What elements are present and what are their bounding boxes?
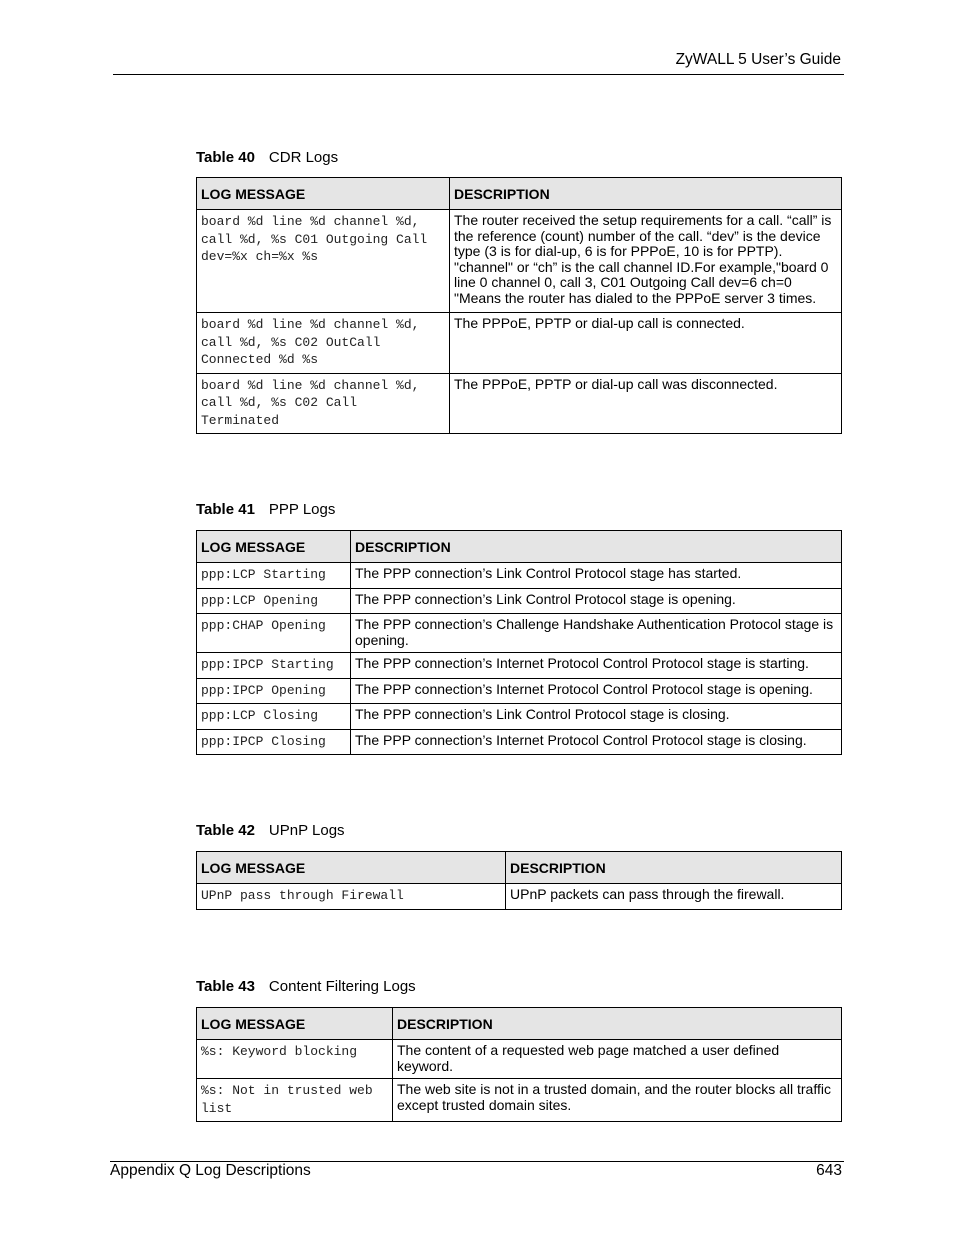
column-header-description: DESCRIPTION — [450, 178, 842, 210]
table-row — [197, 563, 842, 589]
description-cell: The PPP connection’s Internet Protocol Control Protocol stage is opening. — [351, 678, 842, 704]
table-row — [197, 588, 842, 614]
table-title: UPnP Logs — [268, 822, 345, 839]
table-row — [197, 210, 842, 313]
upnp-logs-table — [196, 851, 842, 910]
description-cell: UPnP packets can pass through the firewall. — [506, 884, 842, 910]
column-header-log-message: LOG MESSAGE — [197, 178, 450, 210]
table-row — [197, 373, 842, 434]
content-filtering-logs-table — [196, 1007, 842, 1122]
table-number: Table 41 — [196, 501, 255, 518]
header-title: ZyWALL 5 User’s Guide — [675, 51, 841, 68]
description-cell: The PPP connection’s Internet Protocol Control Protocol stage is closing. — [351, 729, 842, 755]
table-title: CDR Logs — [268, 149, 339, 166]
description-cell: The web site is not in a trusted domain, and the router blocks all traffic except trusted domain sites. — [393, 1079, 842, 1122]
table-number: Table 43 — [196, 978, 255, 995]
table-number: Table 40 — [196, 149, 255, 166]
log-message-cell: board %d line %d channel %d, call %d, %s C02 OutCall Connected %d %s — [197, 313, 450, 374]
log-message-cell: ppp:CHAP Opening — [197, 614, 351, 653]
table-row — [197, 1040, 842, 1079]
description-cell: The PPP connection’s Link Control Protocol stage has started. — [351, 563, 842, 589]
table-title: PPP Logs — [268, 501, 336, 518]
cdr-logs-table — [196, 177, 842, 434]
log-message-cell: board %d line %d channel %d, call %d, %s C01 Outgoing Call dev=%x ch=%x %s — [197, 210, 450, 313]
table-41-caption — [196, 501, 335, 518]
table-row — [197, 614, 842, 653]
table-43-caption — [196, 978, 416, 995]
description-cell: The PPP connection’s Link Control Protocol stage is closing. — [351, 704, 842, 730]
footer-section-title: Appendix Q Log Descriptions — [110, 1162, 311, 1179]
table-row — [197, 729, 842, 755]
description-cell: The PPPoE, PPTP or dial-up call was disconnected. — [450, 373, 842, 434]
column-header-log-message: LOG MESSAGE — [197, 852, 506, 884]
ppp-logs-table — [196, 530, 842, 755]
table-header-row — [197, 852, 842, 884]
log-message-cell: board %d line %d channel %d, call %d, %s C02 Call Terminated — [197, 373, 450, 434]
table-row — [197, 678, 842, 704]
description-cell: The PPPoE, PPTP or dial-up call is connected. — [450, 313, 842, 374]
table-title: Content Filtering Logs — [268, 978, 416, 995]
description-cell: The PPP connection’s Internet Protocol Control Protocol stage is starting. — [351, 653, 842, 679]
table-row — [197, 313, 842, 374]
table-row — [197, 1079, 842, 1122]
table-header-row — [197, 178, 842, 210]
table-number: Table 42 — [196, 822, 255, 839]
description-cell: The router received the setup requirements for a call. “call” is the reference (count) number of the call. “dev” is the device type (3 is for dial-up, 6 is for PPPoE, 10 is for PPTP). "channel" or “ch” is the call channel ID.For example,"board 0 line 0 channel 0, call 3, C01 Outgoing Call dev=6 ch=0 "Means the router has dialed to the PPPoE server 3 times. — [450, 210, 842, 313]
column-header-description: DESCRIPTION — [506, 852, 842, 884]
log-message-cell: UPnP pass through Firewall — [197, 884, 506, 910]
log-message-cell: ppp:IPCP Opening — [197, 678, 351, 704]
table-row — [197, 704, 842, 730]
column-header-description: DESCRIPTION — [351, 531, 842, 563]
log-message-cell: %s: Not in trusted web list — [197, 1079, 393, 1122]
table-row — [197, 884, 842, 910]
description-cell: The PPP connection’s Link Control Protocol stage is opening. — [351, 588, 842, 614]
table-header-row — [197, 531, 842, 563]
log-message-cell: ppp:IPCP Closing — [197, 729, 351, 755]
table-header-row — [197, 1008, 842, 1040]
description-cell: The content of a requested web page matched a user defined keyword. — [393, 1040, 842, 1079]
log-message-cell: ppp:IPCP Starting — [197, 653, 351, 679]
log-message-cell: ppp:LCP Starting — [197, 563, 351, 589]
table-row — [197, 653, 842, 679]
log-message-cell: ppp:LCP Opening — [197, 588, 351, 614]
column-header-log-message: LOG MESSAGE — [197, 531, 351, 563]
column-header-description: DESCRIPTION — [393, 1008, 842, 1040]
column-header-log-message: LOG MESSAGE — [197, 1008, 393, 1040]
description-cell: The PPP connection’s Challenge Handshake Authentication Protocol stage is opening. — [351, 614, 842, 653]
page-number: 643 — [816, 1162, 842, 1179]
log-message-cell: ppp:LCP Closing — [197, 704, 351, 730]
table-42-caption — [196, 822, 345, 839]
log-message-cell: %s: Keyword blocking — [197, 1040, 393, 1079]
table-40-caption — [196, 149, 338, 166]
header-rule — [113, 74, 844, 75]
